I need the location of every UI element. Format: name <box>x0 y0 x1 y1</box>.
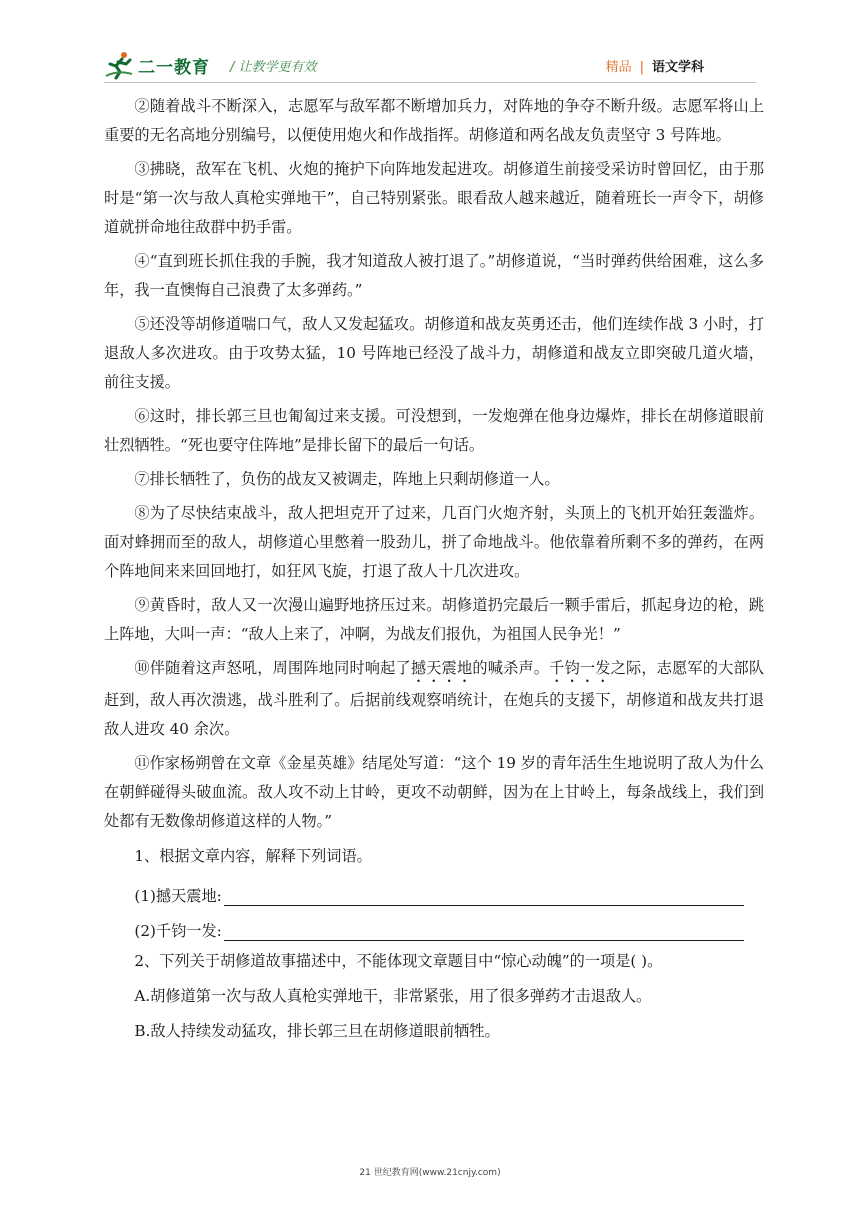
quality-tag: 精品 <box>605 60 632 75</box>
emphasized-term-2: 千钧一发 <box>549 659 611 677</box>
question-1-item-1-label: (1)撼天震地: <box>134 887 222 905</box>
option-a: A.胡修道第一次与敌人真枪实弹地干，非常紧张，用了很多弹药才击退敌人。 <box>134 987 652 1005</box>
paragraph-6: ⑥这时，排长郭三旦也匍匐过来支援。可没想到，一发炮弹在他身边爆炸，排长在胡修道眼前壮烈牺牲。“死也要守住阵地”是排长留下的最后一句话。 <box>104 407 764 454</box>
logo <box>104 50 210 80</box>
header-divider <box>104 82 756 83</box>
paragraph-8: ⑧为了尽快结束战斗，敌人把坦克开了过来，几百门火炮齐射，头顶上的飞机开始狂轰滥炸。面对蜂拥而至的敌人，胡修道心里憋着一股劲儿，拼了命地战斗。他依靠着所剩不多的弹药，在两个阵地间来来回回地打，如狂风飞旋，打退了敌人十几次进攻。 <box>104 504 764 580</box>
paragraph-10-middle: 的喊杀声。 <box>472 659 550 677</box>
paragraph-10-after: 之际，志愿军的大部队赶到，敌人再次溃逃，战斗胜利了。后据前线观察哨统计，在炮兵的支援下，胡修道和战友共打退敌人进攻 40 余次。 <box>104 659 765 738</box>
paragraph-2: ②随着战斗不断深入，志愿军与敌军都不断增加兵力，对阵地的争夺不断升级。志愿军将山上重要的无名高地分别编号，以便使用炮火和作战指挥。胡修道和两名战友负责坚守 3 号阵地。 <box>104 97 764 144</box>
paragraph-4: ④“直到班长抓住我的手腕，我才知道敌人被打退了。”胡修道说，“当时弹药供给困难，这么多年，我一直懊悔自己浪费了太多弹药。” <box>104 252 764 299</box>
paragraph-7: ⑦排长牺牲了，负伤的战友又被调走，阵地上只剩胡修道一人。 <box>134 470 560 488</box>
runner-logo-icon <box>104 50 134 80</box>
question-2: 2、下列关于胡修道故事描述中，不能体现文章题目中“惊心动魄”的一项是( )。 <box>134 952 663 970</box>
question-1: 1、根据文章内容，解释下列词语。 <box>134 847 372 865</box>
subject-label: 语文学科 <box>651 60 704 75</box>
answer-blank-2[interactable] <box>224 920 744 941</box>
tag-separator: | <box>639 60 644 75</box>
paragraph-11: ⑪作家杨朔曾在文章《金星英雄》结尾处写道：“这个 19 岁的青年活生生地说明了敌人为什么在朝鲜碰得头破血流。敌人攻不动上甘岭，更攻不动朝鲜，因为在上甘岭上，每条战线上，我们到处都有无数像胡修道这样的人物。” <box>104 754 764 830</box>
answer-blank-1[interactable] <box>224 885 744 906</box>
question-1-item-2 <box>104 911 764 941</box>
paragraph-5: ⑤还没等胡修道喘口气，敌人又发起猛攻。胡修道和战友英勇还击，他们连续作战 3 小时，打退敌人多次进攻。由于攻势太猛，10 号阵地已经没了战斗力，胡修道和战友立即突破几道火墙，前往支援。 <box>104 315 764 391</box>
emphasized-term-1: 撼天震地 <box>410 659 473 677</box>
question-1-item-2-label: (2)千钧一发: <box>134 922 222 940</box>
logo-text: 二一教育 <box>138 57 210 78</box>
paragraph-10-before: ⑩伴随着这声怒吼，周围阵地同时响起了 <box>134 659 411 677</box>
option-b: B.敌人持续发动猛攻，排长郭三旦在胡修道眼前牺牲。 <box>134 1022 500 1040</box>
article-body <box>104 92 764 1046</box>
paragraph-9: ⑨黄昏时，敌人又一次漫山遍野地挤压过来。胡修道扔完最后一颗手雷后，抓起身边的枪，跳上阵地，大叫一声：“敌人上来了，冲啊，为战友们报仇，为祖国人民争光！” <box>104 596 764 643</box>
slogan: / 让教学更有效 <box>230 60 317 75</box>
paragraph-3: ③拂晓，敌军在飞机、火炮的掩护下向阵地发起进攻。胡修道生前接受采访时曾回忆，由于那时是“第一次与敌人真枪实弹地干”，自己特别紧张。眼看敌人越来越近，随着班长一声令下，胡修道就拼命地往敌群中扔手雷。 <box>104 160 764 236</box>
subject-tag <box>606 56 704 75</box>
paragraph-10 <box>104 654 764 744</box>
page-footer: 21 世纪教育网(www.21cnjy.com) <box>359 1168 501 1178</box>
question-1-item-1 <box>104 876 764 906</box>
page-header <box>104 46 756 82</box>
